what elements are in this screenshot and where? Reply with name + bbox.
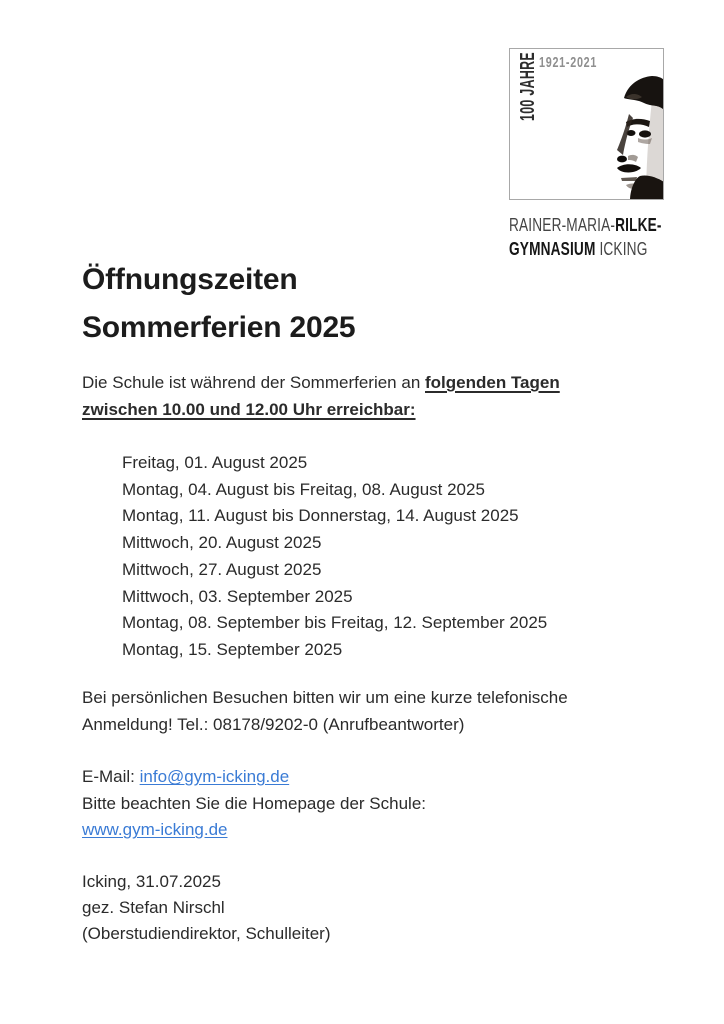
page-title [82, 256, 355, 352]
logo-100-jahre-label: 100 JAHRE [517, 52, 539, 121]
school-name-bold-1: RILKE- [615, 215, 662, 235]
school-name [509, 213, 669, 261]
logo-years-label: 1921-2021 [539, 54, 598, 71]
homepage-link[interactable]: www.gym-icking.de [82, 820, 228, 840]
intro-text: Die Schule ist während der Sommerferien an [82, 373, 425, 392]
school-name-bold-2: GYMNASIUM [509, 239, 596, 259]
rilke-portrait-image [612, 76, 664, 200]
phone-paragraph [82, 684, 568, 738]
intro-line-1 [82, 369, 560, 396]
page-title-line-2: Sommerferien 2025 [82, 311, 356, 344]
list-item: Montag, 04. August bis Freitag, 08. August 2025 [122, 479, 485, 499]
school-name-regular-1: RAINER-MARIA- [509, 215, 616, 235]
homepage-text: Bitte beachten Sie die Homepage der Schule: [82, 793, 427, 813]
homepage-line [82, 817, 426, 844]
signature-block [82, 869, 331, 947]
list-item: Montag, 15. September 2025 [122, 639, 343, 659]
intro-emphasis-2: zwischen 10.00 und 12.00 Uhr erreichbar: [82, 400, 416, 419]
email-line [82, 764, 426, 791]
school-name-regular-2: ICKING [595, 239, 648, 259]
signature-place-date: Icking, 31.07.2025 [82, 872, 221, 891]
list-item: Mittwoch, 27. August 2025 [122, 559, 322, 579]
intro-paragraph [82, 369, 560, 423]
centenary-logo-box [509, 48, 664, 200]
school-logo [509, 48, 669, 261]
list-item: Mittwoch, 03. September 2025 [122, 586, 353, 606]
email-link[interactable]: info@gym-icking.de [139, 767, 290, 786]
intro-emphasis-1: folgenden Tagen [425, 373, 560, 392]
school-name-line-1 [509, 213, 662, 237]
list-item: Freitag, 01. August 2025 [122, 453, 308, 472]
intro-line-2 [82, 396, 560, 423]
school-name-line-2 [509, 237, 648, 261]
contact-block [82, 764, 426, 844]
phone-line-2: Anmeldung! Tel.: 08178/9202-0 (Anrufbeantworter) [82, 715, 465, 734]
signature-name: gez. Stefan Nirschl [82, 898, 225, 917]
open-dates-list [122, 450, 547, 664]
email-label: E-Mail: [82, 767, 140, 786]
list-item: Montag, 08. September bis Freitag, 12. September 2025 [122, 613, 548, 633]
phone-line-1: Bei persönlichen Besuchen bitten wir um eine kurze telefonische [82, 688, 568, 707]
signature-role: (Oberstudiendirektor, Schulleiter) [82, 924, 331, 943]
page-title-line-1: Öffnungszeiten [82, 263, 298, 296]
list-item: Montag, 11. August bis Donnerstag, 14. August 2025 [122, 506, 519, 526]
list-item: Mittwoch, 20. August 2025 [122, 533, 322, 553]
